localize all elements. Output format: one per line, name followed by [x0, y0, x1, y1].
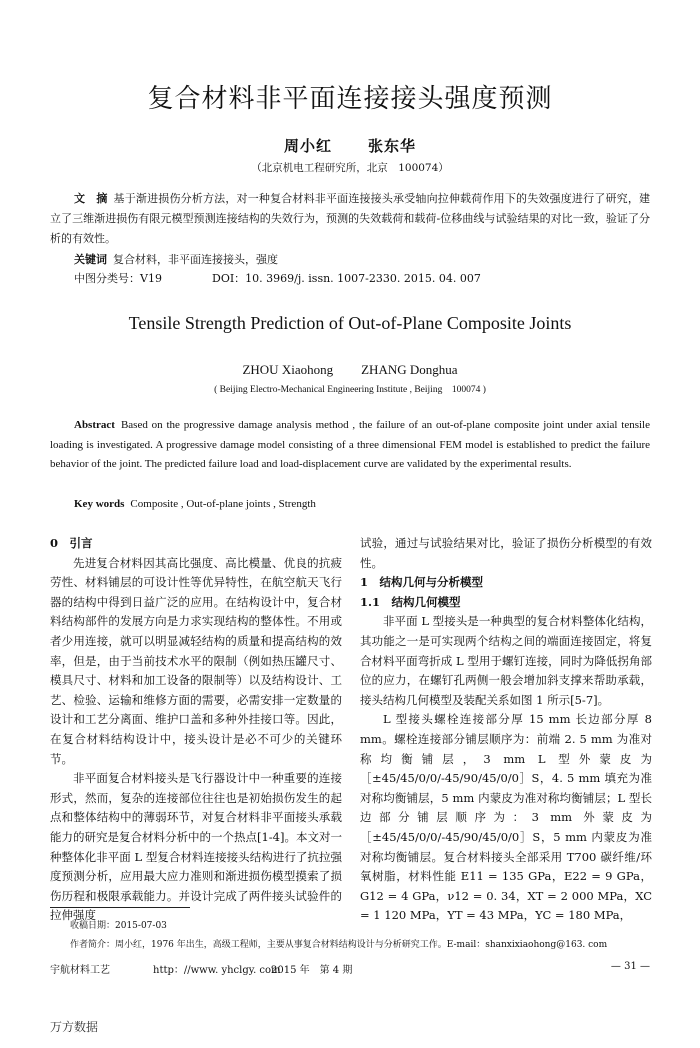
body-column-left	[50, 534, 342, 926]
chinese-authors	[0, 135, 700, 156]
page-footer	[50, 961, 650, 977]
intro-paragraph-3: 试验，通过与试验结果对比，验证了损伤分析模型的有效性。	[360, 536, 652, 570]
english-affiliation: ( Beijing Electro-Mechanical Engineering Institute , Beijing 100074 )	[214, 385, 486, 395]
author-zhou-en: ZHOU Xiaohong	[242, 362, 334, 377]
chinese-abstract-label: 文 摘	[74, 192, 108, 205]
english-keywords-text: Composite , Out-of-plane joints , Strength	[130, 498, 316, 510]
author-zhou: 周小红	[283, 137, 332, 155]
english-abstract-text: Based on the progressive damage analysis method , the failure of an out-of-plane composite joint under axial tensile loading is investigated. A progressive damage model consisting of a three dimensional FEM model is established to predict the failure behavior of the joint. The predicted failure load and load-displacement curve are validated by the experimental results.	[50, 419, 650, 470]
body-column-right	[360, 534, 652, 926]
journal-issue: 2015 年 第 4 期	[271, 965, 353, 976]
intro-paragraph-2: 非平面复合材料接头是飞行器设计中一种重要的连接形式，然而，复杂的连接部位往往也是初始损伤发生的起点和整体结构中的薄弱环节，对复合材料非平面接头承载能力的研究是复合材料分析中的一个热点[1-4]。本文对一种整体化非平面 L 型复合材料连接接头结构进行了抗拉强度预测分析，应用最大应力准则和渐进损伤模型摸索了损伤历程和极限承载能力。并设计完成了两件接头试验件的拉伸强度	[50, 771, 342, 923]
section-1-1-heading: 1.1 结构几何模型	[360, 594, 461, 609]
clc-number: 中图分类号：V19	[74, 272, 162, 285]
author-zhang-en: ZHANG Donghua	[361, 362, 458, 377]
chinese-abstract-text: 基于渐进损伤分析方法，对一种复合材料非平面连接接头承受轴向拉伸载荷作用下的失效强度进行了研究，建立了三维渐进损伤有限元模型预测连接结构的失效行为，预测的失效载荷和载荷-位移曲线与试验结果的对比一致，验证了分析的有效性。	[50, 192, 651, 245]
chinese-title: 复合材料非平面连接接头强度预测	[147, 84, 553, 114]
section-1-heading: 1 结构几何与分析模型	[360, 575, 484, 590]
classification-line	[74, 270, 634, 286]
received-date: 收稿日期：2015-07-03	[70, 921, 167, 931]
chinese-keywords-text: 复合材料，非平面连接接头，强度	[113, 253, 278, 266]
doi: DOI：10. 3969/j. issn. 1007-2330. 2015. 04. 007	[212, 272, 481, 285]
page-number: — 31 —	[610, 961, 650, 972]
chinese-keywords	[74, 251, 278, 267]
journal-url: http：//www. yhclgy. com	[153, 965, 281, 976]
author-zhang: 张东华	[368, 137, 417, 155]
english-keywords	[74, 498, 316, 510]
journal-name: 宇航材料工艺	[50, 965, 110, 976]
english-abstract-label: Abstract	[74, 419, 115, 431]
english-abstract	[50, 416, 650, 475]
author-bio: 作者简介：周小红，1976 年出生，高级工程师，主要从事复合材料结构设计与分析研究工作。E-mail：shanxixiaohong@163. com	[70, 940, 608, 950]
layup-paragraph: L 型接头螺栓连接部分厚 15 mm 长边部分厚 8 mm。螺栓连接部分铺层顺序为：前端 2. 5 mm 为准对称均衡铺层，3 mm L 型外蒙皮为［±45/45/0/0/-45/90/45/0/0］S，4. 5 mm 填充为准对称均衡铺层，5 mm 内蒙皮为准对称均衡铺层；L 型长边部分铺层顺序为：3 mm 外蒙皮为［±45/45/0/0/-45/90/45/0/0］S，5 mm 内蒙皮为准对称均衡铺层。复合材料接头全部采用 T700 碳纤维/环氧树脂，材料性能 E11 = 135 GPa，E22 = 9 GPa，G12 = 4 GPa，ν12 = 0. 34，XT = 2 000 MPa，XC = 1 120 MPa，YT = 43 MPa，YC = 180 MPa，	[360, 712, 652, 923]
chinese-affiliation: （北京机电工程研究所，北京 100074）	[251, 162, 449, 174]
english-keywords-label: Key words	[74, 498, 125, 510]
footnote-divider	[50, 907, 190, 908]
geometry-paragraph: 非平面 L 型接头是一种典型的复合材料整体化结构，其功能之一是可实现两个结构之间的端面连接固定，将复合材料平面弯折成 L 型用于螺钉连接，同时为降低拐角部位的应力，在螺钉孔两侧一般会增加斜支撑来帮助承载，接头结构几何模型及装配关系如图 1 所示[5-7]。	[360, 614, 652, 707]
english-title: Tensile Strength Prediction of Out-of-Plane Composite Joints	[128, 313, 572, 333]
chinese-abstract	[50, 189, 650, 249]
english-authors	[0, 362, 700, 378]
section-0-heading: 0 引言	[50, 536, 93, 550]
chinese-keywords-label: 关键词	[74, 253, 107, 266]
intro-paragraph-1: 先进复合材料因其高比强度、高比模量、优良的抗疲劳性、材料铺层的可设计性等优异特性，在航空航天飞行器的结构中得到日益广泛的应用。在结构设计中，复合材料结构部件的发展方向是力求实现结构的整体性。不用或者少用连接，就可以明显减轻结构的质量和提高结构的效率，但是，由于当前技术水平的限制（例如热压罐尺寸、模具尺寸、材料和加工设备的限制等）以及结构设计、工艺、检验、运输和维修方面的需要，必需安排一定数量的设计和工艺分离面、维护口盖和多种外挂接口等。因此，在复合材料结构设计中，接头设计是必不可少的关键环节。	[50, 555, 342, 766]
watermark-text: 万方数据	[50, 1020, 99, 1034]
